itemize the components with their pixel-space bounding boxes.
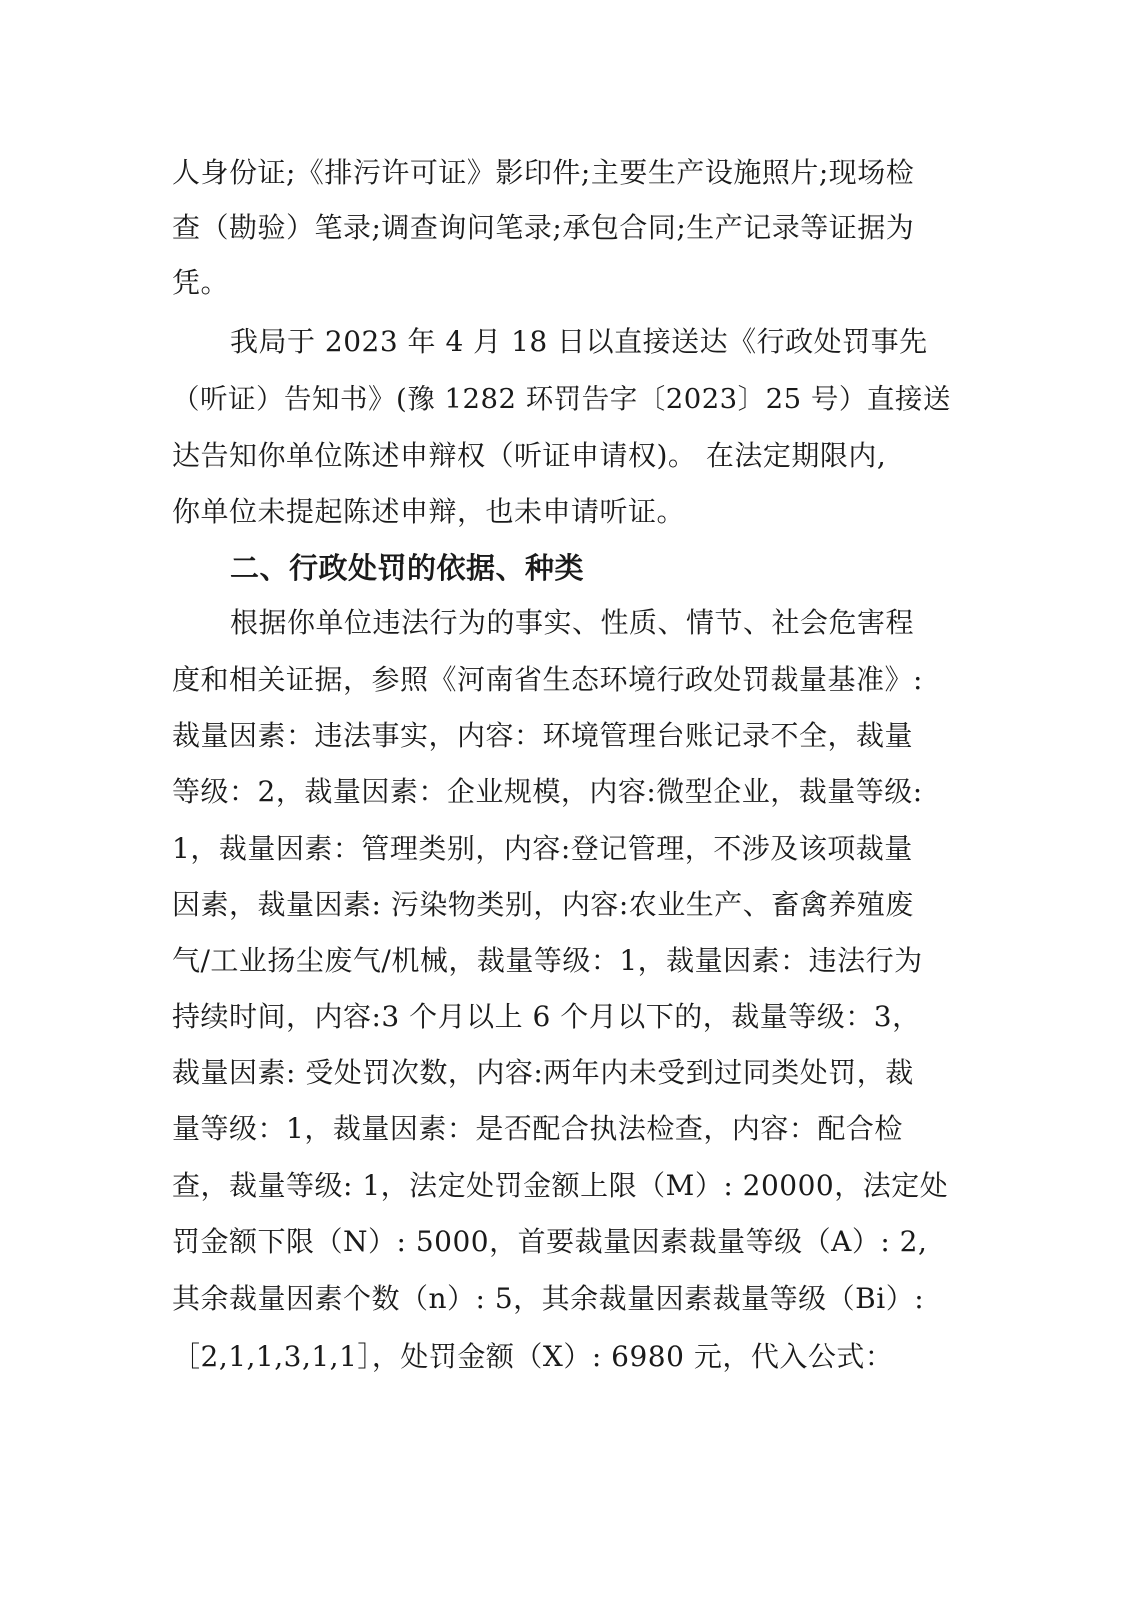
text-line: 因素，裁量因素: 污染物类别，内容:农业生产、畜禽养殖废	[172, 888, 914, 921]
text-line: 等级：2，裁量因素：企业规模，内容:微型企业，裁量等级:	[172, 775, 923, 808]
text-line: 裁量因素：违法事实，内容：环境管理台账记录不全，裁量	[172, 719, 914, 752]
text-line: 你单位未提起陈述申辩，也未申请听证。	[172, 495, 686, 528]
text-line: 查（勘验）笔录;调查询问笔录;承包合同;生产记录等证据为	[172, 211, 915, 244]
text-line: 量等级：1，裁量因素：是否配合执法检查，内容：配合检	[172, 1112, 903, 1145]
text-line: 人身份证;《排污许可证》影印件;主要生产设施照片;现场检	[172, 156, 915, 189]
text-line: 罚金额下限（N）: 5000，首要裁量因素裁量等级（A）: 2,	[172, 1225, 928, 1258]
text-line: 凭。	[172, 266, 230, 299]
text-line: 达告知你单位陈述申辩权（听证申请权)。 在法定期限内,	[172, 439, 887, 472]
text-line: 根据你单位违法行为的事实、性质、情节、社会危害程	[230, 606, 915, 639]
text-line: 裁量因素: 受处罚次数，内容:两年内未受到过同类处罚，裁	[172, 1056, 914, 1089]
text-line: 其余裁量因素个数（n）: 5，其余裁量因素裁量等级（Bi）:	[172, 1282, 925, 1315]
section-heading: 二、行政处罚的依据、种类	[230, 551, 585, 585]
text-line: （听证）告知书》(豫 1282 环罚告字〔2023〕25 号）直接送	[172, 383, 951, 415]
text-line: 查，裁量等级: 1，法定处罚金额上限（M）: 20000，法定处	[172, 1169, 949, 1202]
text-line: ［2,1,1,3,1,1］，处罚金额（X）: 6980 元，代入公式：	[172, 1340, 894, 1373]
text-line: 度和相关证据，参照《河南省生态环境行政处罚裁量基准》:	[172, 663, 923, 696]
text-line: 1，裁量因素：管理类别，内容:登记管理，不涉及该项裁量	[172, 832, 913, 865]
text-line: 气/工业扬尘废气/机械，裁量等级：1，裁量因素：违法行为	[172, 944, 923, 977]
text-line: 我局于 2023 年 4 月 18 日以直接送达《行政处罚事先	[230, 325, 928, 358]
text-line: 持续时间，内容:3 个月以上 6 个月以下的，裁量等级：3，	[172, 1000, 921, 1033]
